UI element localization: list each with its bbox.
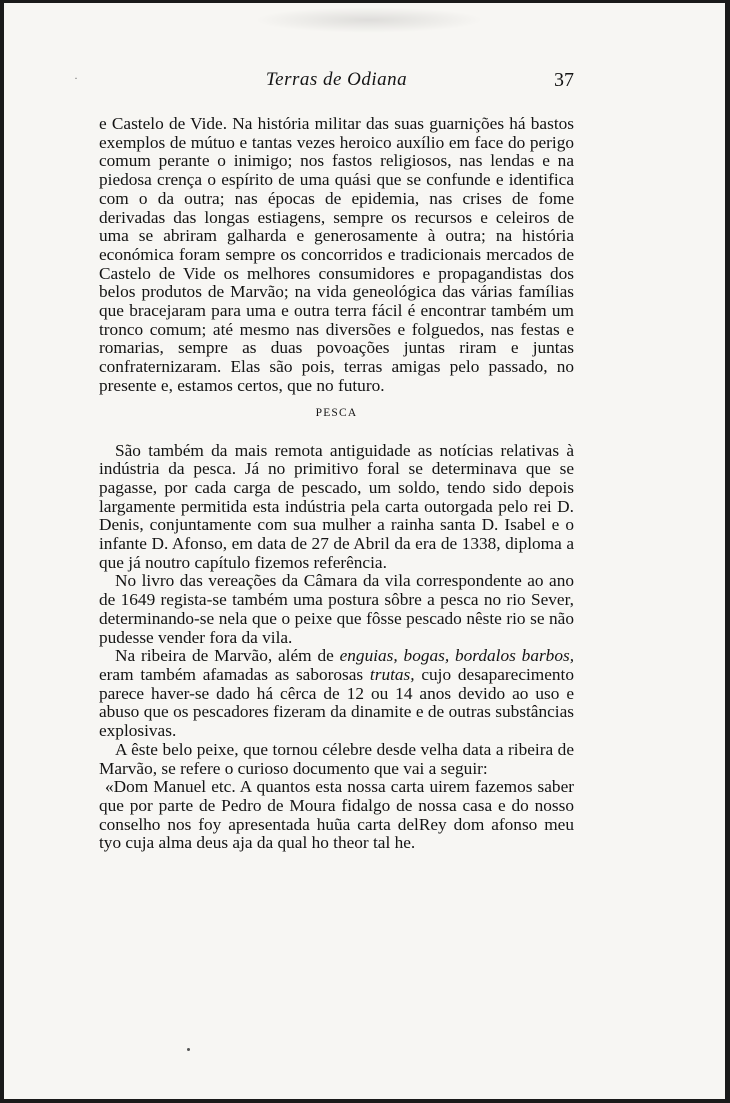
fish-names-italic: enguias, bogas, bordalos barbos, xyxy=(339,646,575,666)
page-number: 37 xyxy=(554,69,574,91)
ink-dot xyxy=(187,1048,190,1051)
page-body xyxy=(99,115,574,853)
paragraph-4 xyxy=(99,647,574,741)
paragraph-1: e Castelo de Vide. Na história militar das suas guarnições há bastos exemplos de mútuo e tantas vezes heroico auxílio em face do perigo comum perante o inimigo; nos fastos religiosos, nas lendas e na piedosa crença o espírito de uma quási que se confunde e identifica com o da outra; nas épocas de epidemia, nas crises de fome derivadas das longas estiagens, sempre os recursos e celeiros de uma se abriram galharda e generosamente à outra; na história económica foram sempre os concorridos e tradicionais mercados de Castelo de Vide os melhores consumidores e propagandistas dos belos produtos de Marvão; na vida geneológica das várias famílias que bracejaram para uma e outra terra fácil é encontrar também um tronco comum; até mesmo nas diversões e folguedos, nas festas e romarias, sempre as duas povoações juntas riram e juntas confraternizaram. Elas são pois, terras amigas pelo passado, no presente e, estamos certos, que no futuro. xyxy=(99,114,574,395)
scan-smudge xyxy=(254,7,484,33)
margin-mark: · xyxy=(74,71,78,85)
paragraph-5: A êste belo peixe, que tornou célebre desde velha data a ribeira de Marvão, se refere o curioso documento que vai a seguir: xyxy=(99,739,574,778)
paragraph-4-start: Na ribeira de Marvão, além de xyxy=(115,646,340,666)
paragraph-4-end: cujo desaparecimento parece haver-se dado há cêrca de 12 ou 14 anos devido ao uso e abuso que os pescadores fizeram da dinamite e de outras substâncias explosivas. xyxy=(99,664,574,741)
trout-italic: trutas, xyxy=(369,664,415,684)
paragraph-4-middle: eram também afamadas as saborosas xyxy=(99,664,370,684)
paragraph-2: São também da mais remota antiguidade as notícias relativas à indústria da pesca. Já no primitivo foral se determinava que se pagasse, por cada carga de pescado, um soldo, tendo sido depois largamente permitida esta indústria pela carta outorgada pelo rei D. Denis, conjuntamente com sua mulher a rainha santa D. Isabel e o infante D. Afonso, em data de 27 de Abril da era de 1338, diploma a que já noutro capítulo fizemos referência. xyxy=(99,440,574,572)
section-title: PESCA xyxy=(315,406,358,419)
paragraph-3: No livro das vereações da Câmara da vila correspondente ao ano de 1649 regista-se também uma postura sôbre a pesca no rio Sever, determinando-se nela que o peixe que fôsse pescado nêste rio se não pudesse vender fora da vila. xyxy=(99,571,574,647)
quoted-document: «Dom Manuel etc. A quantos esta nossa carta uirem fazemos saber que por parte de Pedro de Moura fidalgo de nossa casa e do nosso conselho nos foy apresentada huũa carta delRey dom afonso meu tyo cuja alma deus aja da qual ho theor tal he. xyxy=(99,777,574,853)
page-header xyxy=(99,69,574,97)
running-title: Terras de Odiana xyxy=(265,69,408,90)
